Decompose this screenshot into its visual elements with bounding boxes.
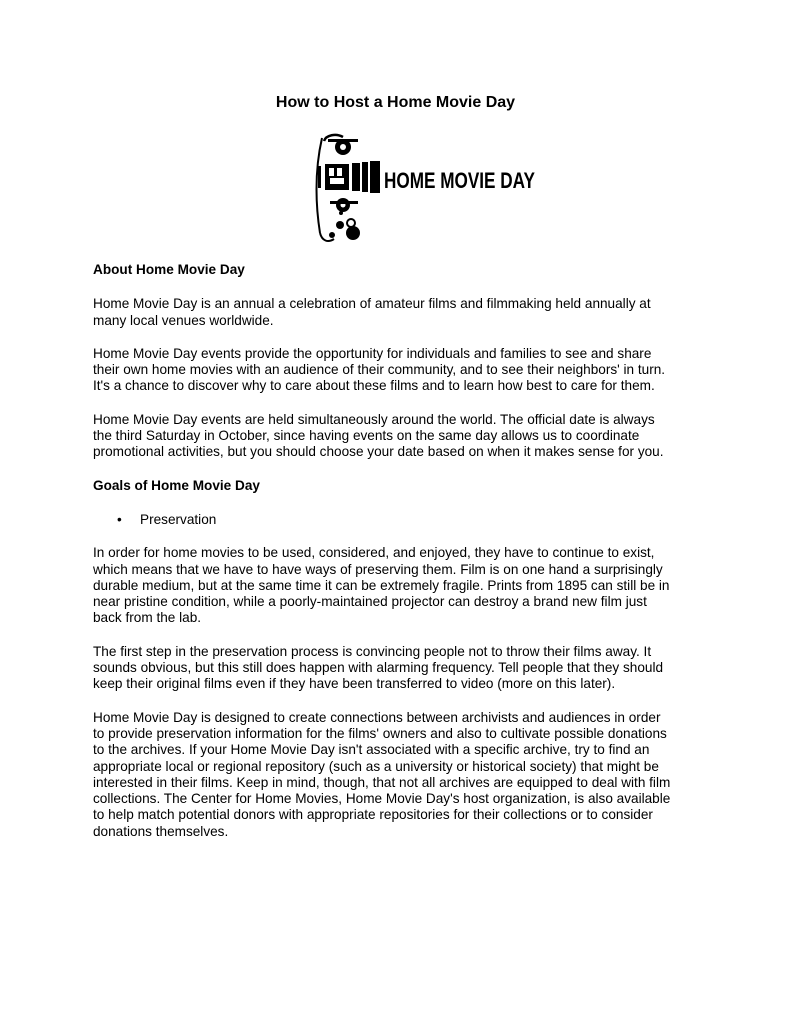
paragraph: Home Movie Day events provide the opportunity for individuals and families to see and share their own home movies with an audience of their community, and to see their neighbors' in turn. It's a chance to discover why to care about these films and to learn how best to care for them.	[93, 345, 666, 394]
home-movie-day-logo	[316, 133, 535, 245]
document-title: How to Host a Home Movie Day	[275, 94, 516, 111]
section-heading-about: About Home Movie Day	[93, 262, 245, 277]
film-camera-icon	[316, 133, 535, 245]
list-item-label: Preservation	[140, 511, 217, 527]
logo-text: HOME MOVIE DAY	[384, 169, 535, 194]
paragraph: In order for home movies to be used, considered, and enjoyed, they have to continue to exist, which means that we have to have ways of preserving them. Film is on one hand a surprisingly durable medium, but at the same time it can be extremely fragile. Prints from 1895 can still be in near pristine condition, while a poorly-maintained projector can destroy a brand new film just back from the lab.	[93, 545, 670, 626]
paragraph: The first step in the preservation process is convincing people not to throw their films away. It sounds obvious, but this still does happen with alarming frequency. Tell people that they should keep their original films even if they have been transferred to video (more on this later).	[93, 643, 664, 692]
section-heading-goals: Goals of Home Movie Day	[93, 477, 260, 493]
paragraph: Home Movie Day is an annual a celebration of amateur films and filmmaking held annually at many local venues worldwide.	[93, 296, 651, 328]
goals-list	[93, 512, 673, 528]
paragraph: Home Movie Day events are held simultaneously around the world. The official date is always the third Saturday in October, since having events on the same day allows us to coordinate promotional activities, but you should choose your date based on when it makes sense for you.	[93, 411, 664, 460]
bullet-icon: •	[117, 511, 122, 527]
paragraph: Home Movie Day is designed to create connections between archivists and audiences in order to provide preservation information for the films' owners and also to cultivate possible donations to the archives. If your Home Movie Day isn't associated with a specific archive, try to find an appropriate local or regional repository (such as a university or historical society) that might be interested in their films. Keep in mind, though, that not all archives are equipped to deal with film collections. The Center for Home Movies, Home Movie Day's host organization, is also available to help match potential donors with appropriate repositories for their collections or to consider donations themselves.	[93, 709, 671, 839]
document-body	[93, 262, 673, 857]
list-item	[93, 512, 673, 528]
